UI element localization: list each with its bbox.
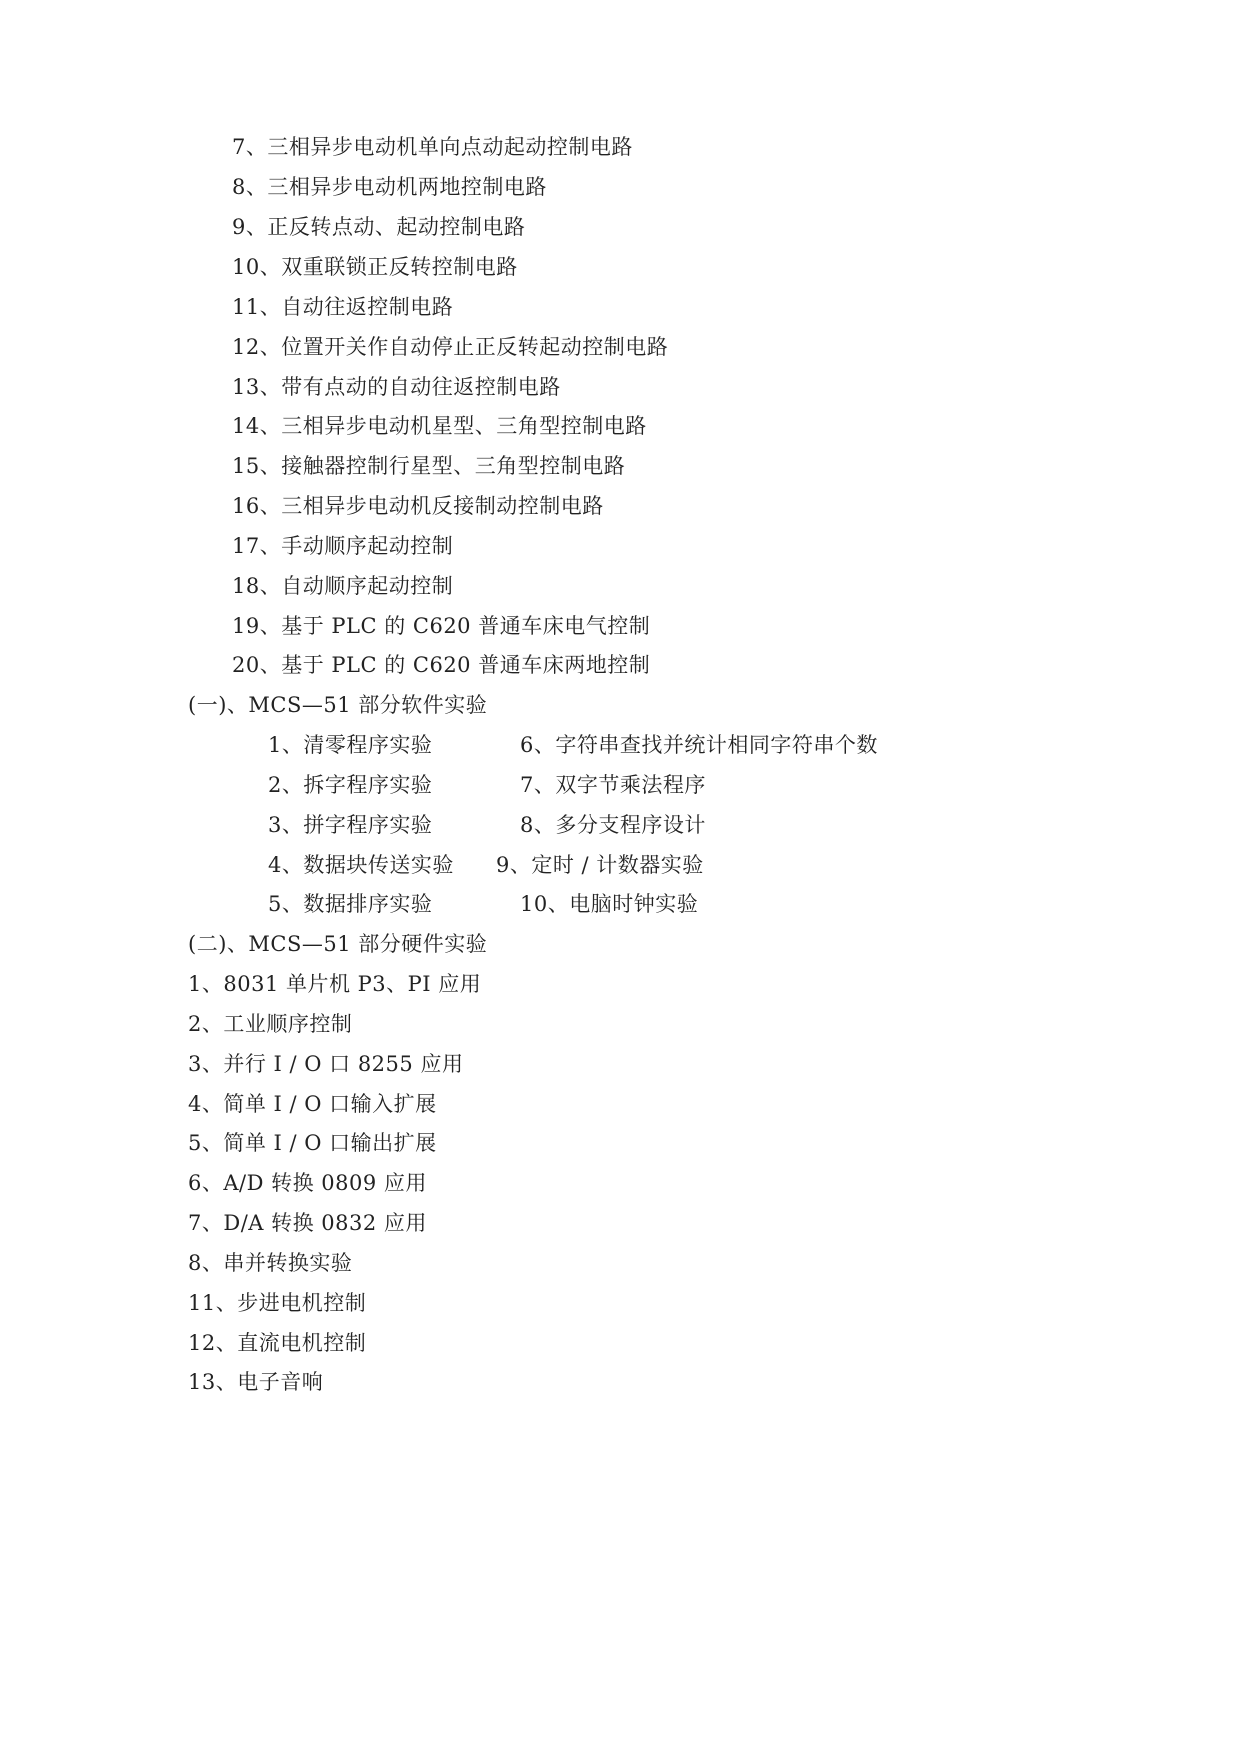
list-item: 4、简单 I / O 口输入扩展 <box>188 1092 437 1116</box>
list-item: 7、三相异步电动机单向点动起动控制电路 <box>232 135 633 159</box>
list-item: 2、拆字程序实验 <box>268 773 433 797</box>
list-item: 10、电脑时钟实验 <box>520 892 699 916</box>
list-item: 4、数据块传送实验 <box>268 853 454 877</box>
list-item: 9、正反转点动、起动控制电路 <box>232 215 526 239</box>
list-item: 12、位置开关作自动停止正反转起动控制电路 <box>232 335 669 359</box>
list-item: 15、接触器控制行星型、三角型控制电路 <box>232 454 626 478</box>
list-item: 3、并行 I / O 口 8255 应用 <box>188 1052 464 1076</box>
section-heading: (一)、MCS—51 部分软件实验 <box>188 693 488 717</box>
list-item: 10、双重联锁正反转控制电路 <box>232 255 518 279</box>
list-item: 5、简单 I / O 口输出扩展 <box>188 1131 437 1155</box>
list-item: 5、数据排序实验 <box>268 892 433 916</box>
list-item: 13、带有点动的自动往返控制电路 <box>232 375 561 399</box>
list-item: 20、基于 PLC 的 C620 普通车床两地控制 <box>232 653 651 677</box>
list-item: 16、三相异步电动机反接制动控制电路 <box>232 494 604 518</box>
list-item: 11、自动往返控制电路 <box>232 295 454 319</box>
list-item: 9、定时 / 计数器实验 <box>496 853 704 877</box>
list-item: 6、A/D 转换 0809 应用 <box>188 1171 427 1195</box>
list-item: 8、多分支程序设计 <box>520 813 706 837</box>
list-item: 7、双字节乘法程序 <box>520 773 706 797</box>
list-item: 17、手动顺序起动控制 <box>232 534 454 558</box>
list-item: 2、工业顺序控制 <box>188 1012 353 1036</box>
list-item: 12、直流电机控制 <box>188 1331 367 1355</box>
list-item: 19、基于 PLC 的 C620 普通车床电气控制 <box>232 614 651 638</box>
list-item: 6、字符串查找并统计相同字符串个数 <box>520 733 878 757</box>
list-item: 1、清零程序实验 <box>268 733 433 757</box>
section-heading: (二)、MCS—51 部分硬件实验 <box>188 932 488 956</box>
list-item: 7、D/A 转换 0832 应用 <box>188 1211 427 1235</box>
list-item: 8、串并转换实验 <box>188 1251 353 1275</box>
list-item: 8、三相异步电动机两地控制电路 <box>232 175 547 199</box>
list-item: 14、三相异步电动机星型、三角型控制电路 <box>232 414 647 438</box>
list-item: 18、自动顺序起动控制 <box>232 574 454 598</box>
list-item: 11、步进电机控制 <box>188 1291 367 1315</box>
list-item: 3、拼字程序实验 <box>268 813 433 837</box>
list-item: 13、电子音响 <box>188 1370 324 1394</box>
list-item: 1、8031 单片机 P3、PI 应用 <box>188 972 482 996</box>
